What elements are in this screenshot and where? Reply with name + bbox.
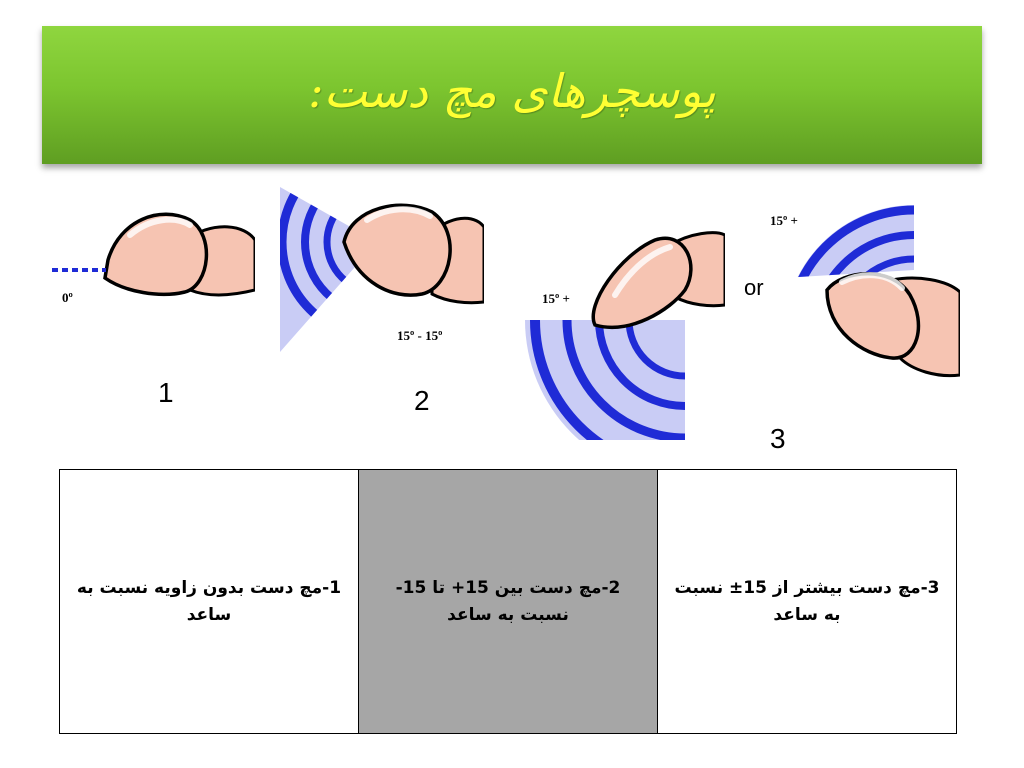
figure-1-neutral-wrist bbox=[40, 180, 255, 410]
table-row bbox=[60, 470, 957, 734]
caption-cell-3: 3-مچ دست بیشتر از 15± نسبت به ساعد bbox=[658, 470, 957, 734]
forearm-illustration bbox=[105, 214, 255, 295]
angle-label-0: 0º bbox=[62, 290, 73, 305]
angle-label-15-plus-a: 15º + bbox=[542, 291, 570, 306]
posture-caption-table bbox=[59, 469, 957, 734]
figure-number-2: 2 bbox=[414, 385, 430, 416]
title-banner bbox=[42, 26, 982, 164]
angle-label-15-plus-b: 15º + bbox=[770, 213, 798, 228]
slide-title: پوسچرهای مچ دست: bbox=[308, 64, 716, 118]
hand-illustration-3a bbox=[593, 233, 725, 328]
hand-illustration-3b bbox=[827, 274, 960, 376]
caption-cell-1: 1-مچ دست بدون زاویه نسبت به ساعد bbox=[60, 470, 359, 734]
angle-label-15-15: 15º - 15º bbox=[397, 328, 443, 343]
caption-cell-2: 2-مچ دست بین 15+ تا 15- نسبت به ساعد bbox=[359, 470, 658, 734]
figure-2-mid-range-wrist bbox=[272, 182, 484, 417]
hand-illustration-2 bbox=[344, 205, 484, 302]
figure-3b-flexion-wrist bbox=[742, 200, 960, 455]
figure-number-3: 3 bbox=[770, 423, 786, 454]
figure-3a-extension-wrist bbox=[520, 225, 725, 440]
or-label: or bbox=[744, 275, 764, 300]
figure-number-1: 1 bbox=[158, 377, 174, 408]
